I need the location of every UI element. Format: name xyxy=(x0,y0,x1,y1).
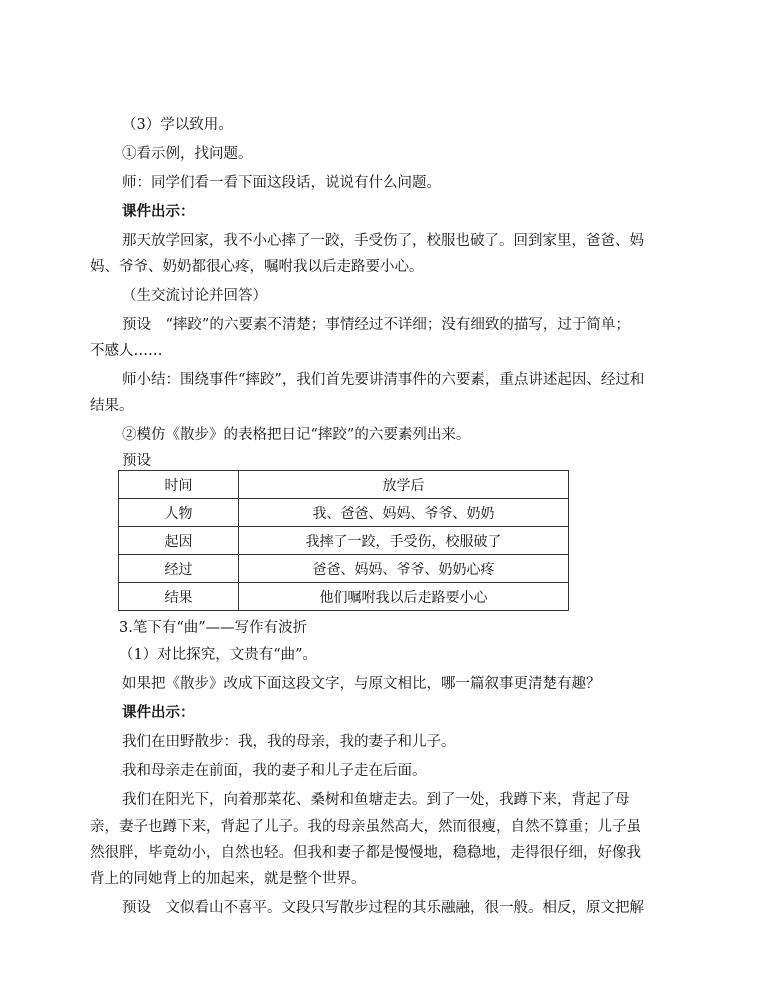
step-heading: ①看示例，找问题。 xyxy=(122,146,253,162)
table-row xyxy=(119,555,569,583)
teacher-summary-line: 结果。 xyxy=(90,398,134,414)
subsection-heading: （1）对比探究，文贵有“曲”。 xyxy=(119,647,318,663)
section-heading: 3.笔下有“曲”——写作有波折 xyxy=(119,620,308,636)
table-row xyxy=(119,583,569,611)
courseware-label: 课件出示： xyxy=(122,203,195,220)
rewritten-text-line: 我和母亲走在前面，我的妻子和儿子走在后面。 xyxy=(122,763,427,779)
table-cell: 时间 xyxy=(119,471,239,499)
table-cell: 爸爸、妈妈、爷爷、奶奶心疼 xyxy=(239,555,569,583)
rewritten-text-line: 背上的同她背上的加起来，就是整个世界。 xyxy=(90,871,366,887)
rewritten-text-line: 然很胖，毕竟幼小，自然也轻。但我和妻子都是慢慢地，稳稳地，走得很仔细，好像我 xyxy=(90,845,641,861)
example-paragraph-line: 妈、爷爷、奶奶都很心疼，嘱咐我以后走路要小心。 xyxy=(90,259,424,275)
table-row xyxy=(119,527,569,555)
comparison-question: 如果把《散步》改成下面这段文字，与原文相比，哪一篇叙事更清楚有趣？ xyxy=(122,676,601,692)
courseware-label: 课件出示： xyxy=(122,704,195,721)
table-cell: 经过 xyxy=(119,555,239,583)
rewritten-text-line: 我们在田野散步：我，我的母亲，我的妻子和儿子。 xyxy=(122,734,456,750)
table-cell: 起因 xyxy=(119,527,239,555)
table-row xyxy=(119,471,569,499)
section-heading: （3）学以致用。 xyxy=(122,117,233,133)
example-paragraph-line: 那天放学回家，我不小心摔了一跤，手受伤了，校服也破了。回到家里，爸爸、妈 xyxy=(122,233,644,249)
teacher-summary-line: 师小结：围绕事件“摔跤”，我们首先要讲清事件的六要素，重点讲述起因、经过和 xyxy=(122,372,645,388)
table-cell: 人物 xyxy=(119,499,239,527)
preset-answer-line: 不感人…… xyxy=(90,343,163,359)
table-cell: 我摔了一跤，手受伤，校服破了 xyxy=(239,527,569,555)
table-cell: 结果 xyxy=(119,583,239,611)
table-row xyxy=(119,499,569,527)
table-cell: 放学后 xyxy=(239,471,569,499)
table-cell: 他们嘱咐我以后走路要小心 xyxy=(239,583,569,611)
six-elements-table xyxy=(118,470,569,611)
rewritten-text-line: 亲，妻子也蹲下来，背起了儿子。我的母亲虽然高大，然而很瘦，自然不算重；儿子虽 xyxy=(90,819,641,835)
student-discussion-note: （生交流讨论并回答） xyxy=(122,288,267,304)
preset-answer-line: 预设 文似看山不喜平。文段只写散步过程的其乐融融，很一般。相反，原文把解 xyxy=(122,900,644,916)
table-cell: 我、爸爸、妈妈、爷爷、奶奶 xyxy=(239,499,569,527)
step-heading: ②模仿《散步》的表格把日记“摔跤”的六要素列出来。 xyxy=(122,427,471,443)
teacher-prompt: 师：同学们看一看下面这段话，说说有什么问题。 xyxy=(122,175,441,191)
rewritten-text-line: 我们在阳光下，向着那菜花、桑树和鱼塘走去。到了一处，我蹲下来，背起了母 xyxy=(122,792,630,808)
preset-label: 预设 xyxy=(122,453,151,469)
preset-answer-line: 预设 “摔跤”的六要素不清楚；事情经过不详细；没有细致的描写，过于简单； xyxy=(122,317,630,333)
